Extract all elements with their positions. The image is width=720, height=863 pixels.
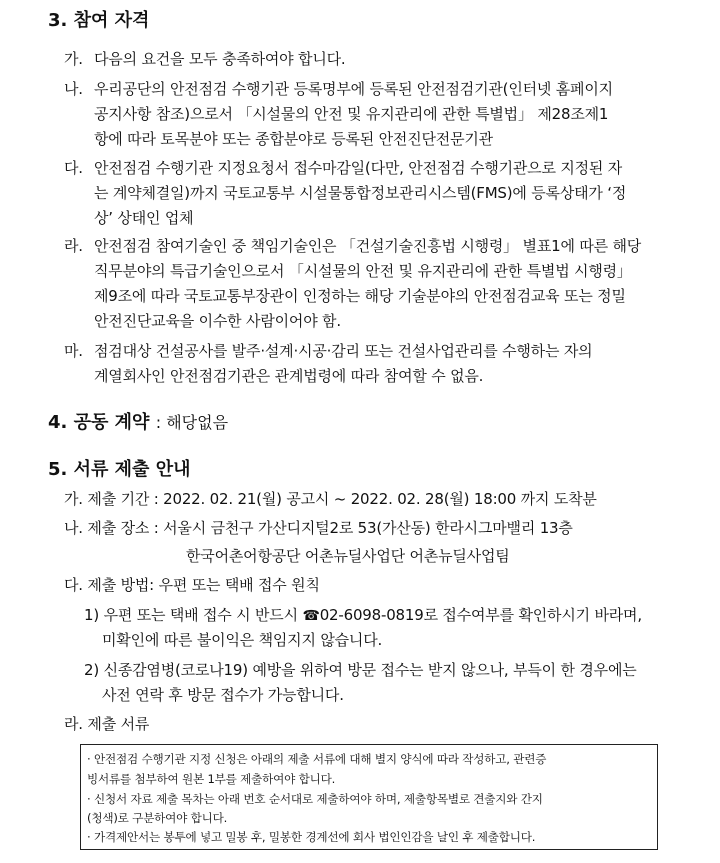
section-5-title: 5. 서류 제출 안내	[48, 459, 191, 480]
section-4-title: 4. 공동 계약 : 해당없음	[48, 412, 229, 433]
notice-line: (청색)로 구분하여야 합니다.	[87, 811, 228, 825]
notice-line: 빙서류를 첨부하여 원본 1부를 제출하여야 합니다.	[87, 772, 336, 786]
list-item-continuation: 항에 따라 토목분야 또는 종합분야로 등록된 안전진단전문기관	[94, 130, 493, 148]
list-item-continuation: 직무분야의 특급기술인으로서 「시설물의 안전 및 유지관리에 관한 특별법 시행령」	[94, 262, 632, 280]
list-item: 라. 안전점검 참여기술인 중 책임기술인은 「건설기술진흥법 시행령」 별표1에 따른 해당	[64, 237, 642, 255]
notice-line: · 안전점검 수행기관 지정 신청은 아래의 제출 서류에 대해 별지 양식에 따라 작성하고, 관련증	[87, 752, 547, 766]
section-3-title: 3. 참여 자격	[48, 10, 150, 31]
list-item-continuation: 상’ 상태인 업체	[94, 209, 194, 227]
submission-method-item-2-continuation: 사전 연락 후 방문 접수가 가능합니다.	[102, 686, 344, 704]
submission-documents: 라. 제출 서류	[64, 715, 150, 733]
list-item-continuation: 제9조에 따라 국토교통부장관이 인정하는 해당 기술분야의 안전점검교육 또는 정밀	[94, 287, 626, 305]
submission-method-item-2: 2) 신종감염병(코로나19) 예방을 위하여 방문 접수는 받지 않으나, 부득이 한 경우에는	[84, 661, 637, 679]
list-item: 나. 우리공단의 안전점검 수행기관 등록명부에 등록된 안전점검기관(인터넷 홈페이지	[64, 80, 613, 98]
submission-method-item-1-continuation: 미확인에 따른 불이익은 책임지지 않습니다.	[102, 631, 383, 649]
notice-line: · 가격제안서는 봉투에 넣고 밀봉 후, 밀봉한 경계선에 회사 법인인감을 날인 후 제출합니다.	[87, 830, 536, 844]
list-item: 다. 안전점검 수행기관 지정요청서 접수마감일(다만, 안전점검 수행기관으로 지정된 자	[64, 159, 623, 177]
notice-box	[80, 744, 658, 850]
list-item: 가. 다음의 요건을 모두 충족하여야 합니다.	[64, 50, 346, 68]
list-item: 마. 점검대상 건설공사를 발주‧설계‧시공‧감리 또는 건설사업관리를 수행하는 자의	[64, 342, 593, 360]
submission-place-detail: 한국어촌어항공단 어촌뉴딜사업단 어촌뉴딜사업팀	[186, 547, 510, 565]
list-item-continuation: 공지사항 참조)으로서 「시설물의 안전 및 유지관리에 관한 특별법」 제28조제1	[94, 105, 609, 123]
list-item-continuation: 계열회사인 안전점검기관은 관계법령에 따라 참여할 수 없음.	[94, 367, 484, 385]
list-item-continuation: 안전진단교육을 이수한 사람이어야 함.	[94, 312, 341, 330]
section-4-value: : 해당없음	[155, 413, 229, 432]
phone-icon: ☎	[302, 608, 320, 624]
submission-period: 가. 제출 기간 : 2022. 02. 21(월) 공고시 ~ 2022. 02. 28(월) 18:00 까지 도착분	[64, 490, 597, 508]
submission-method: 다. 제출 방법: 우편 또는 택배 접수 원칙	[64, 576, 320, 594]
notice-line: · 신청서 자료 제출 목차는 아래 번호 순서대로 제출하여야 하며, 제출항목별로 견출지와 간지	[87, 792, 543, 806]
list-item-continuation: 는 계약체결일)까지 국토교통부 시설물통합정보관리시스템(FMS)에 등록상태가 ‘정	[94, 184, 627, 202]
submission-method-item-1: 1) 우편 또는 택배 접수 시 반드시 ☎02-6098-0819로 접수여부를 확인하시기 바라며,	[84, 606, 642, 624]
submission-place: 나. 제출 장소 : 서울시 금천구 가산디지털2로 53(가산동) 한라시그마밸리 13층	[64, 519, 573, 537]
